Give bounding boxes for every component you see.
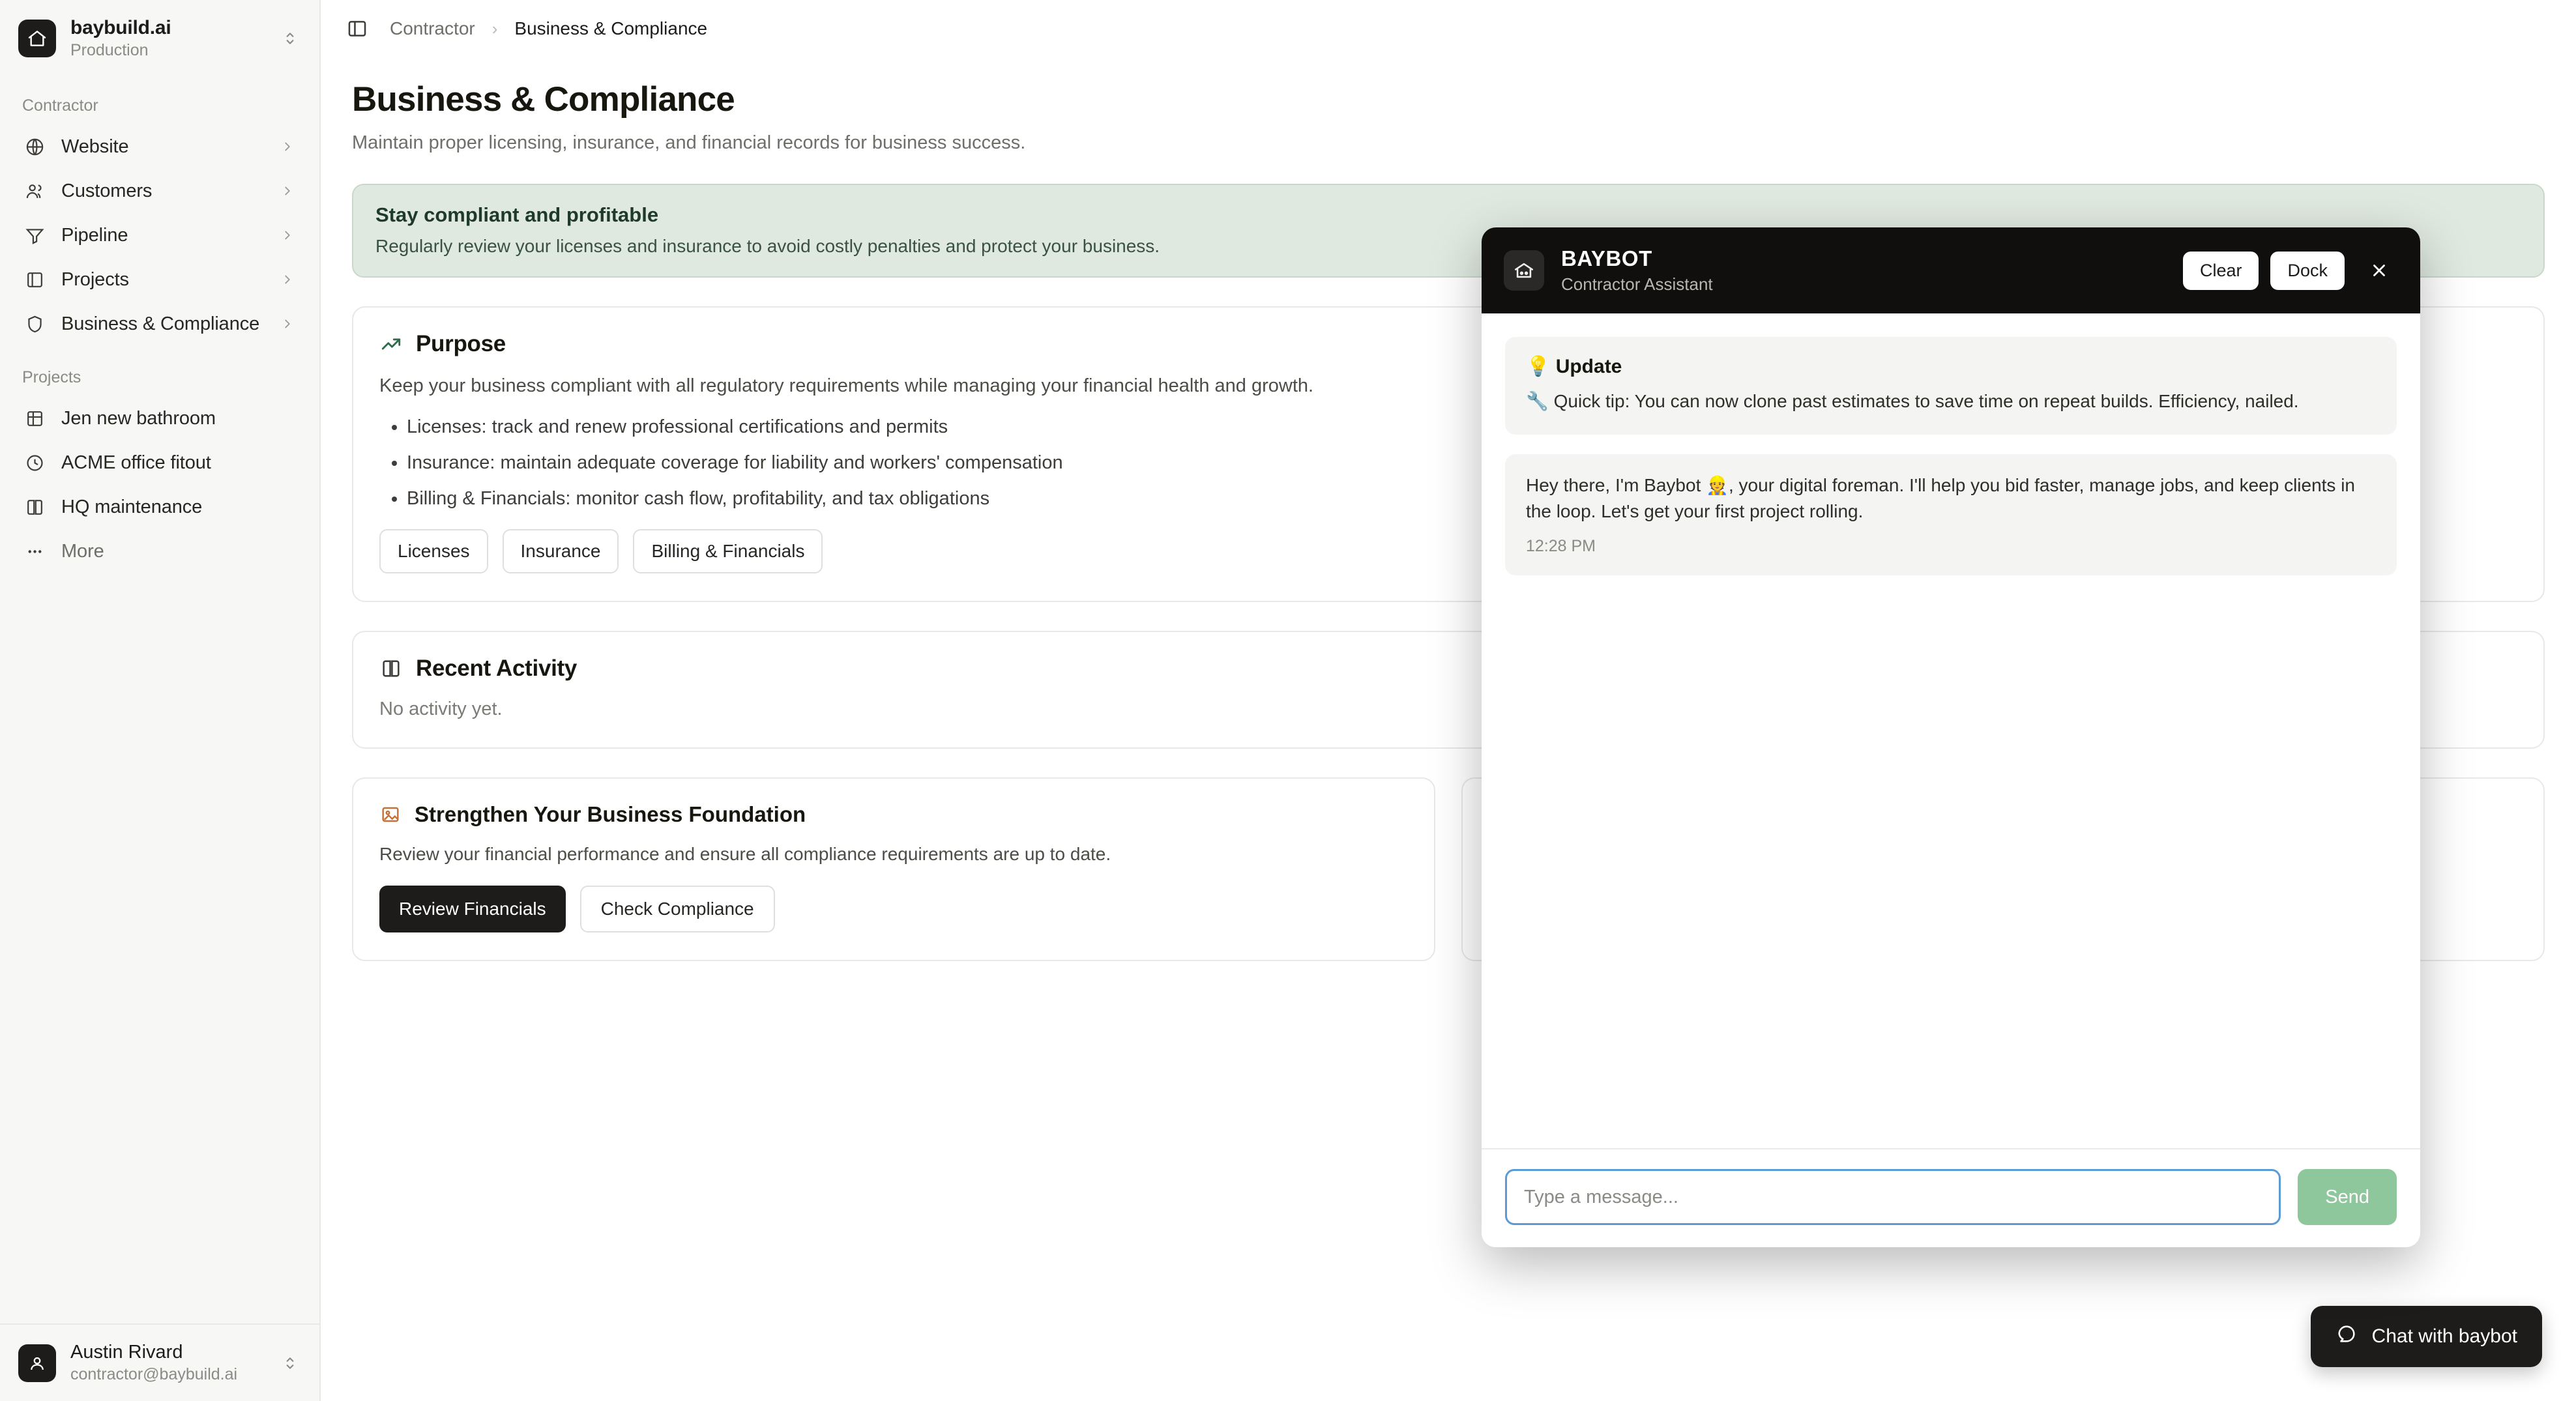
chip-insurance[interactable]: Insurance: [503, 529, 619, 573]
chevron-right-icon: [279, 315, 296, 332]
purpose-card-text: Keep your business compliant with all regulatory requirements while managing your financial health and growth.: [379, 375, 1314, 396]
globe-icon: [23, 136, 46, 158]
page-subtitle: Maintain proper licensing, insurance, and financial records for business success.: [352, 132, 1026, 153]
breadcrumb-item-contractor[interactable]: Contractor: [390, 18, 475, 38]
sidebar-section-contractor: Contractor: [22, 96, 98, 115]
chat-with-baybot-button[interactable]: [2311, 1306, 2542, 1367]
robot-icon: [1504, 250, 1544, 291]
cta-button-row: [379, 886, 1408, 932]
chat-bot-meta: [1561, 246, 2166, 295]
breadcrumb: [390, 18, 707, 39]
send-button[interactable]: Send: [2298, 1169, 2397, 1225]
chat-message-list: [1482, 313, 2420, 1148]
chat-composer: [1482, 1148, 2420, 1247]
sidebar-item-label: Customers: [61, 180, 153, 201]
sidebar-item-more[interactable]: [12, 529, 308, 573]
brand-name: baybuild.ai: [70, 17, 171, 38]
dock-button[interactable]: Dock: [2270, 252, 2345, 290]
recent-activity-empty: No activity yet.: [379, 699, 503, 719]
cta-text: Review your financial performance and ensure all compliance requirements are up to date.: [379, 844, 1111, 864]
brand-logo: [18, 20, 56, 57]
page-title: Business & Compliance: [352, 80, 735, 119]
chip-licenses[interactable]: Licenses: [379, 529, 488, 573]
sidebar-item-website[interactable]: [12, 124, 308, 169]
user-account-switcher[interactable]: [0, 1323, 319, 1401]
sidebar-item-business-compliance[interactable]: [12, 302, 308, 346]
brand-text: [70, 17, 265, 60]
list-item: • Licenses: track and renew professional certifications and permits: [407, 416, 2517, 438]
user-name: Austin Rivard: [70, 1342, 183, 1363]
breadcrumb-item-current[interactable]: Business & Compliance: [514, 18, 708, 38]
user-text: [70, 1342, 265, 1384]
sidebar-project-hq-maintenance[interactable]: [12, 485, 308, 529]
trending-up-icon: [379, 332, 403, 356]
chevron-updown-icon[interactable]: [279, 1352, 301, 1374]
chat-icon: [2335, 1323, 2358, 1350]
chat-dialog-header: [1482, 227, 2420, 313]
sidebar-item-label: More: [61, 540, 104, 562]
grid-icon: [23, 407, 46, 429]
banner-title: Stay compliant and profitable: [375, 203, 659, 226]
chat-bot-subtitle: Contractor Assistant: [1561, 274, 1713, 294]
chat-bot-name: BAYBOT: [1561, 246, 1652, 270]
chat-message-timestamp: 12:28 PM: [1526, 536, 1596, 555]
sidebar-item-label: Website: [61, 136, 129, 157]
cta-header: [379, 802, 1408, 827]
shield-icon: [23, 313, 46, 335]
clear-button[interactable]: Clear: [2183, 252, 2259, 290]
avatar: [18, 1344, 56, 1382]
sidebar-item-label: Pipeline: [61, 224, 128, 246]
chip-billing-financials[interactable]: Billing & Financials: [633, 529, 823, 573]
clock-icon: [23, 452, 46, 474]
chat-header-actions: [2183, 252, 2397, 290]
cta-card: [352, 777, 1435, 961]
topbar: [321, 0, 2576, 57]
list-item: • Insurance: maintain adequate coverage for liability and workers' compensation: [407, 452, 2517, 474]
sidebar-item-label: HQ maintenance: [61, 496, 203, 517]
book-icon: [23, 496, 46, 518]
image-icon: [379, 803, 402, 826]
sidebar: [0, 0, 321, 1401]
brand-environment: Production: [70, 41, 149, 59]
cta-title: Strengthen Your Business Foundation: [415, 802, 806, 826]
banner-text: Regularly review your licenses and insurance to avoid costly penalties and protect your business.: [375, 236, 1160, 256]
sidebar-item-label: ACME office fitout: [61, 452, 211, 473]
chevron-right-icon: [279, 138, 296, 155]
sidebar-item-label: Projects: [61, 268, 129, 290]
baybot-chat-dialog: [1482, 227, 2420, 1247]
sidebar-item-customers[interactable]: [12, 169, 308, 213]
users-icon: [23, 180, 46, 202]
chat-fab-label: Chat with baybot: [2371, 1325, 2517, 1347]
sidebar-item-projects[interactable]: [12, 257, 308, 302]
review-financials-button[interactable]: Review Financials: [379, 886, 566, 932]
clipboard-icon: [23, 268, 46, 291]
chat-message-title: 💡 Update: [1526, 356, 1622, 377]
chat-message-text: Hey there, I'm Baybot 👷, your digital foreman. I'll help you bid faster, manage jobs, and keep clients in the loop. Let's get your first project rolling.: [1526, 474, 2356, 522]
workspace-switcher[interactable]: [0, 0, 319, 74]
chevron-right-icon: [279, 271, 296, 288]
sidebar-item-label: Jen new bathroom: [61, 407, 216, 429]
book-open-icon: [379, 657, 403, 680]
check-compliance-button[interactable]: Check Compliance: [580, 886, 775, 932]
panel-left-icon[interactable]: [344, 16, 370, 42]
close-icon[interactable]: [2362, 253, 2397, 288]
chevron-updown-icon[interactable]: [279, 27, 301, 50]
sidebar-section-projects: Projects: [22, 368, 81, 386]
breadcrumb-separator: ›: [491, 18, 498, 38]
chat-message-update: [1505, 337, 2397, 435]
recent-activity-title: Recent Activity: [416, 656, 578, 681]
message-input[interactable]: [1505, 1169, 2281, 1225]
chevron-right-icon: [279, 227, 296, 244]
sidebar-item-pipeline[interactable]: [12, 213, 308, 257]
funnel-icon: [23, 224, 46, 246]
ellipsis-icon: [23, 540, 46, 562]
chat-message-text: 🔧 Quick tip: You can now clone past estimates to save time on repeat builds. Efficiency, nailed.: [1526, 391, 2299, 411]
list-item: • Billing & Financials: monitor cash flow, profitability, and tax obligations: [407, 488, 2517, 510]
purpose-card-title: Purpose: [416, 331, 506, 356]
chat-message-greeting: [1505, 454, 2397, 575]
user-email: contractor@baybuild.ai: [70, 1365, 238, 1383]
chevron-right-icon: [279, 182, 296, 199]
sidebar-item-label: Business & Compliance: [61, 313, 260, 334]
sidebar-project-acme-office-fitout[interactable]: [12, 441, 308, 485]
sidebar-project-jen-new-bathroom[interactable]: [12, 396, 308, 441]
